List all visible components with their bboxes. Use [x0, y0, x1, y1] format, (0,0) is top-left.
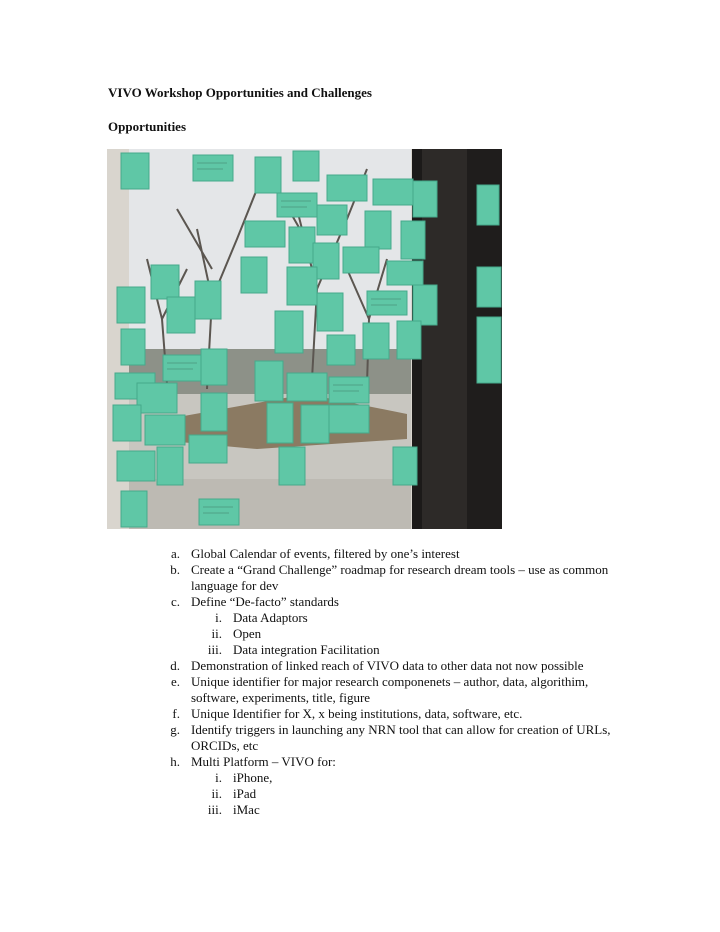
- list-subitem: ii. iPad: [211, 786, 257, 801]
- list-item: g. Identify triggers in launching any NRN tool that can allow for creation of URLs, ORCIDs, etc: [170, 722, 611, 753]
- list-item: f. Unique Identifier for X, x being institutions, data, software, etc.: [172, 706, 523, 721]
- list-item: b. Create a “Grand Challenge” roadmap for research dream tools – use as common language for dev: [170, 562, 609, 593]
- list-subitem: i. Data Adaptors: [215, 610, 308, 625]
- list-subitem: iii. Data integration Facilitation: [207, 642, 380, 657]
- list-item: a. Global Calendar of events, filtered by one’s interest: [170, 546, 460, 561]
- list-subitem: iii. iMac: [207, 802, 260, 817]
- list-item: h. Multi Platform – VIVO for:: [170, 754, 336, 769]
- opportunities-list: [160, 546, 630, 818]
- section-heading-opportunities: Opportunities: [108, 119, 187, 134]
- list-item: c. Define “De-facto” standards: [170, 594, 339, 609]
- photo-sticky-notes-on-window: [107, 149, 502, 529]
- list-item: d. Demonstration of linked reach of VIVO data to other data not now possible: [170, 658, 584, 673]
- list-item: e. Unique identifier for major research componenets – author, data, algorithim, software, experiments, title, figure: [170, 674, 589, 705]
- list-subitem: i. iPhone,: [215, 770, 273, 785]
- page-title: VIVO Workshop Opportunities and Challenges: [108, 85, 372, 100]
- list-subitem: ii. Open: [211, 626, 262, 641]
